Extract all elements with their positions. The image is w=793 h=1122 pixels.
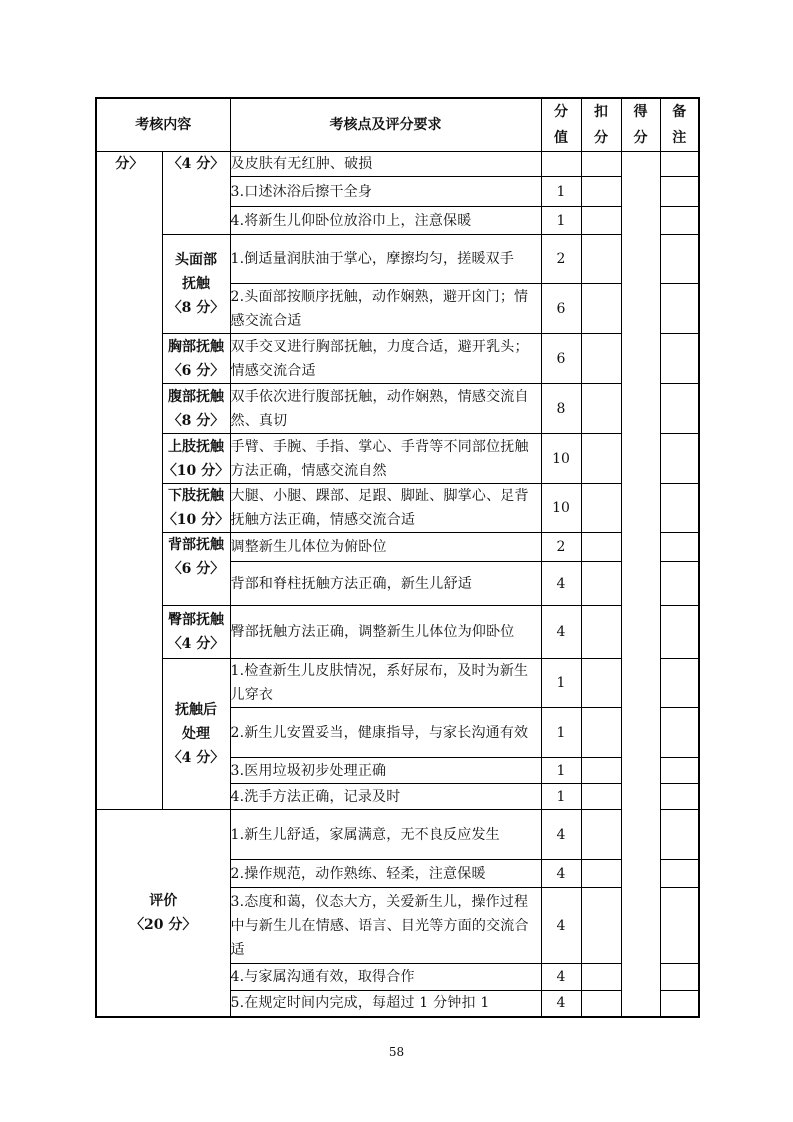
remark-cell (660, 991, 699, 1017)
header-row (96, 98, 699, 152)
requirement-cell: 2.头面部按顺序抚触，动作娴熟，避开囟门；情感交流合适 (230, 284, 541, 334)
score-cell: 4 (541, 860, 581, 888)
gain-cell (621, 152, 660, 1017)
sub-cell-after-care: 抚触后 处理 〈4 分〉 (162, 659, 230, 810)
requirement-cell: 2.新生儿安置妥当，健康指导，与家长沟通有效 (230, 708, 541, 758)
requirement-cell: 1.倒适量润肤油于掌心，摩擦均匀，搓暖双手 (230, 235, 541, 284)
remark-cell (660, 384, 699, 434)
requirement-cell: 1.新生儿舒适，家属满意，无不良反应发生 (230, 810, 541, 860)
score-cell: 8 (541, 384, 581, 434)
assessment-table (95, 97, 700, 1018)
header-remark: 备 注 (660, 98, 699, 152)
score-cell: 2 (541, 235, 581, 284)
remark-cell (660, 659, 699, 708)
requirement-cell: 4.洗手方法正确，记录及时 (230, 784, 541, 810)
deduct-cell (581, 860, 621, 888)
group-cell-evaluation: 评价 〈20 分〉 (96, 810, 230, 1017)
remark-cell (660, 177, 699, 207)
remark-cell (660, 708, 699, 758)
sub-cell-abdomen: 腹部抚触 〈8 分〉 (162, 384, 230, 434)
deduct-cell (581, 177, 621, 207)
score-cell: 6 (541, 284, 581, 334)
remark-cell (660, 562, 699, 606)
remark-cell (660, 434, 699, 484)
score-cell: 4 (541, 606, 581, 659)
score-cell: 4 (541, 964, 581, 991)
deduct-cell (581, 659, 621, 708)
remark-cell (660, 533, 699, 562)
deduct-cell (581, 152, 621, 177)
deduct-cell (581, 334, 621, 384)
header-requirements: 考核点及评分要求 (230, 98, 541, 152)
deduct-cell (581, 235, 621, 284)
requirement-cell: 双手交叉进行胸部抚触，力度合适，避开乳头；情感交流合适 (230, 334, 541, 384)
sub-cell-buttock: 臀部抚触 〈4 分〉 (162, 606, 230, 659)
remark-cell (660, 484, 699, 533)
requirement-cell: 2.操作规范，动作熟练、轻柔，注意保暖 (230, 860, 541, 888)
header-gain: 得 分 (621, 98, 660, 152)
score-cell: 1 (541, 659, 581, 708)
sub-cell-continued: 〈4 分〉 (162, 152, 230, 235)
requirement-cell: 1.检查新生儿皮肤情况，系好尿布，及时为新生儿穿衣 (230, 659, 541, 708)
requirement-cell: 3.医用垃圾初步处理正确 (230, 758, 541, 784)
requirement-cell: 大腿、小腿、踝部、足跟、脚趾、脚掌心、足背抚触方法正确，情感交流合适 (230, 484, 541, 533)
requirement-cell: 5.在规定时间内完成，每超过 1 分钟扣 1 (230, 991, 541, 1017)
deduct-cell (581, 533, 621, 562)
remark-cell (660, 860, 699, 888)
table-row (96, 659, 699, 708)
sub-cell-back: 背部抚触 〈6 分〉 (162, 533, 230, 606)
score-cell: 1 (541, 207, 581, 235)
requirement-cell: 臀部抚触方法正确，调整新生儿体位为仰卧位 (230, 606, 541, 659)
sub-cell-head: 头面部 抚触 〈8 分〉 (162, 235, 230, 334)
score-cell: 1 (541, 784, 581, 810)
score-cell: 1 (541, 758, 581, 784)
remark-cell (660, 758, 699, 784)
sub-cell-lower-limb: 下肢抚触 〈10 分〉 (162, 484, 230, 533)
table-row (96, 384, 699, 434)
score-cell: 2 (541, 533, 581, 562)
requirement-cell: 3.态度和蔼，仪态大方，关爱新生儿，操作过程中与新生儿在情感、语言、目光等方面的交流合适 (230, 888, 541, 964)
remark-cell (660, 284, 699, 334)
requirement-cell: 4.将新生儿仰卧位放浴巾上，注意保暖 (230, 207, 541, 235)
requirement-cell: 手臂、手腕、手指、掌心、手背等不同部位抚触方法正确，情感交流自然 (230, 434, 541, 484)
table-row (96, 484, 699, 533)
score-cell: 4 (541, 991, 581, 1017)
score-cell: 6 (541, 334, 581, 384)
table-row (96, 235, 699, 284)
score-cell: 1 (541, 177, 581, 207)
remark-cell (660, 964, 699, 991)
deduct-cell (581, 810, 621, 860)
remark-cell (660, 152, 699, 177)
requirement-cell: 及皮肤有无红肿、破损 (230, 152, 541, 177)
table-row (96, 810, 699, 860)
requirement-cell: 调整新生儿体位为俯卧位 (230, 533, 541, 562)
sub-cell-upper-limb: 上肢抚触 〈10 分〉 (162, 434, 230, 484)
score-cell: 1 (541, 708, 581, 758)
score-cell: 4 (541, 562, 581, 606)
requirement-cell: 4.与家属沟通有效，取得合作 (230, 964, 541, 991)
deduct-cell (581, 964, 621, 991)
group-cell-continued: 分〉 (96, 152, 162, 810)
table-row (96, 152, 699, 177)
remark-cell (660, 606, 699, 659)
score-cell: 4 (541, 888, 581, 964)
remark-cell (660, 235, 699, 284)
deduct-cell (581, 888, 621, 964)
deduct-cell (581, 284, 621, 334)
score-cell: 10 (541, 484, 581, 533)
remark-cell (660, 810, 699, 860)
requirement-cell: 双手依次进行腹部抚触，动作娴熟，情感交流自然、真切 (230, 384, 541, 434)
table-row (96, 533, 699, 562)
remark-cell (660, 334, 699, 384)
header-score: 分 值 (541, 98, 581, 152)
table-row (96, 606, 699, 659)
remark-cell (660, 888, 699, 964)
deduct-cell (581, 207, 621, 235)
table-row (96, 334, 699, 384)
requirement-cell: 3.口述沐浴后擦干全身 (230, 177, 541, 207)
deduct-cell (581, 384, 621, 434)
deduct-cell (581, 758, 621, 784)
remark-cell (660, 207, 699, 235)
page-number: 58 (388, 1045, 405, 1059)
remark-cell (660, 784, 699, 810)
deduct-cell (581, 784, 621, 810)
score-cell (541, 152, 581, 177)
deduct-cell (581, 991, 621, 1017)
header-content: 考核内容 (96, 98, 230, 152)
deduct-cell (581, 708, 621, 758)
header-deduct: 扣 分 (581, 98, 621, 152)
deduct-cell (581, 484, 621, 533)
sub-cell-chest: 胸部抚触 〈6 分〉 (162, 334, 230, 384)
requirement-cell: 背部和脊柱抚触方法正确，新生儿舒适 (230, 562, 541, 606)
deduct-cell (581, 606, 621, 659)
deduct-cell (581, 434, 621, 484)
score-cell: 10 (541, 434, 581, 484)
table-row (96, 434, 699, 484)
deduct-cell (581, 562, 621, 606)
score-cell: 4 (541, 810, 581, 860)
